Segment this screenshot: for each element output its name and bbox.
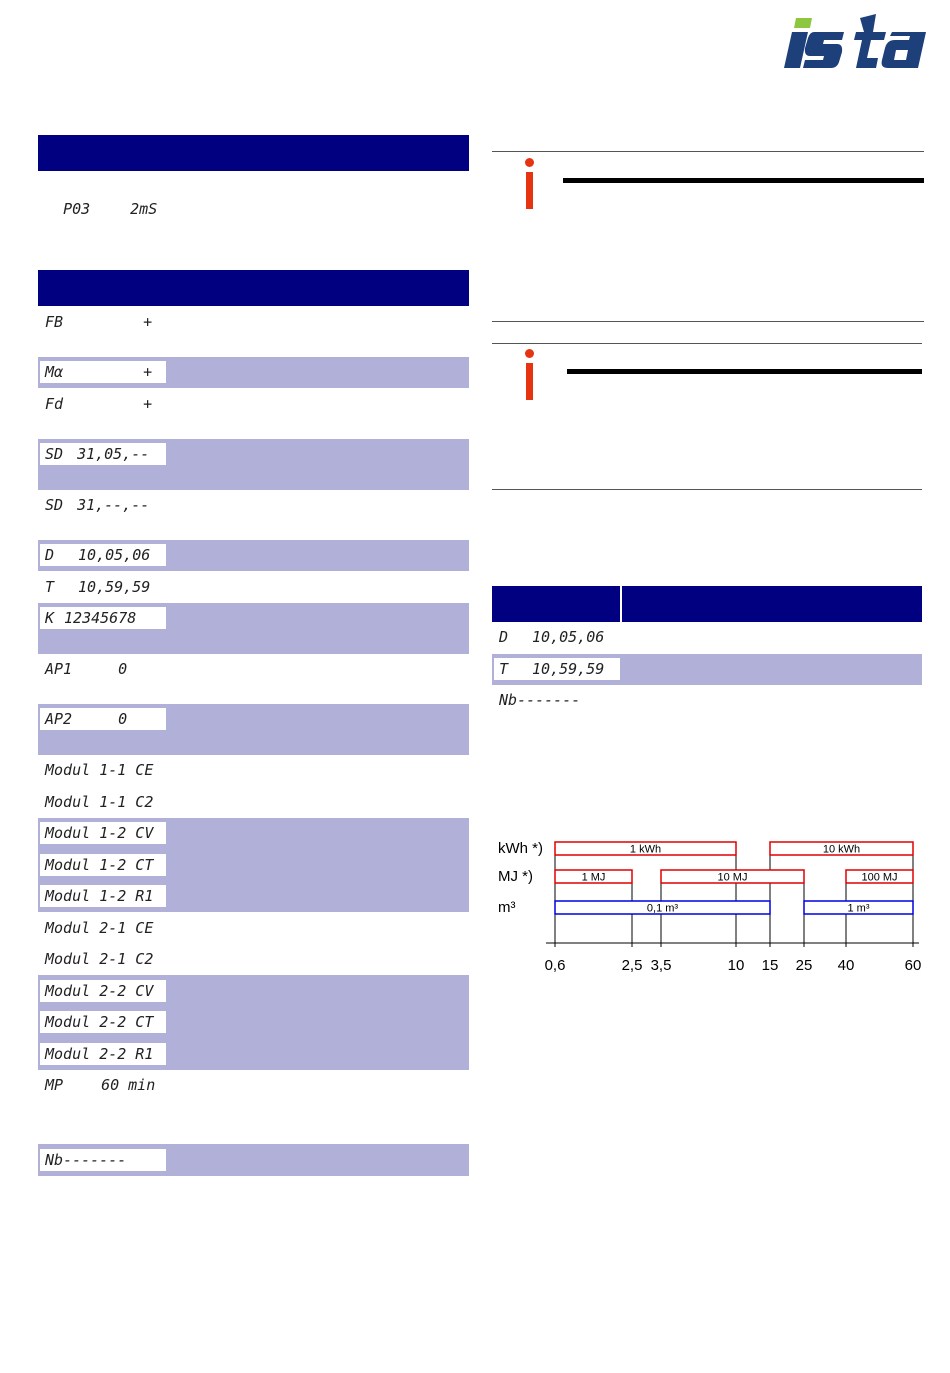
lcd-value: 31,--,-- bbox=[77, 496, 150, 514]
lcd-label: Fd bbox=[45, 395, 64, 413]
lcd-row bbox=[40, 361, 166, 383]
lcd-value: 2-2 R1 bbox=[99, 1045, 154, 1063]
divider bbox=[492, 151, 924, 152]
x-tick-label: 25 bbox=[795, 957, 813, 974]
lcd-value: 10,59,59 bbox=[532, 660, 605, 678]
segment-label: 10 MJ bbox=[717, 871, 748, 884]
row-label: m³ bbox=[498, 899, 516, 916]
segment-label: 10 kWh bbox=[822, 843, 861, 856]
lcd-label: Mα bbox=[45, 363, 64, 381]
lcd-label: T bbox=[499, 660, 509, 678]
note-rule bbox=[563, 178, 924, 183]
lcd-row bbox=[40, 854, 166, 876]
lcd-label: D bbox=[499, 628, 509, 646]
table-header-cell bbox=[622, 586, 922, 622]
segment-label: 1 MJ bbox=[581, 871, 606, 884]
lcd-label: MP bbox=[45, 1076, 64, 1094]
lcd-value: 2-2 CV bbox=[99, 982, 154, 1000]
lcd-row bbox=[40, 1149, 166, 1171]
info-icon bbox=[523, 158, 535, 210]
divider bbox=[492, 343, 922, 344]
lcd-value: + bbox=[143, 313, 153, 331]
lcd-value: ------- bbox=[517, 691, 581, 709]
lcd-row bbox=[40, 311, 166, 333]
lcd-row bbox=[494, 658, 620, 680]
lcd-value: 10,05,06 bbox=[532, 628, 605, 646]
lcd-row bbox=[40, 708, 166, 730]
lcd-label: SD bbox=[45, 496, 64, 514]
lcd-value: 31,05,-- bbox=[77, 445, 150, 463]
lcd-row bbox=[40, 393, 166, 415]
x-tick-label: 2,5 bbox=[621, 957, 643, 974]
lcd-label: P03 bbox=[63, 200, 91, 218]
row-label: MJ *) bbox=[498, 868, 533, 885]
lcd-row bbox=[40, 1043, 166, 1065]
lcd-row bbox=[40, 1011, 166, 1033]
lcd-row bbox=[40, 1074, 166, 1096]
lcd-value: 0 bbox=[118, 710, 128, 728]
x-tick-label: 40 bbox=[837, 957, 855, 974]
ista-logo bbox=[782, 2, 932, 72]
lcd-row bbox=[40, 791, 166, 813]
x-tick-label: 15 bbox=[761, 957, 779, 974]
lcd-row bbox=[494, 626, 620, 648]
x-tick-label: 10 bbox=[727, 957, 745, 974]
segment-label: 1 m³ bbox=[847, 902, 870, 915]
table-header-cell bbox=[492, 586, 620, 622]
lcd-label: FB bbox=[45, 313, 64, 331]
lcd-label: T bbox=[45, 578, 55, 596]
lcd-row bbox=[494, 689, 620, 711]
lcd-row bbox=[40, 658, 166, 680]
info-icon bbox=[523, 349, 535, 401]
lcd-label: Modul bbox=[45, 856, 91, 874]
divider bbox=[492, 321, 924, 322]
lcd-row bbox=[40, 885, 166, 907]
lcd-value: 0 bbox=[118, 660, 128, 678]
segment-label: 0,1 m³ bbox=[646, 902, 679, 915]
lcd-value: ------- bbox=[63, 1151, 127, 1169]
lcd-label: Nb bbox=[45, 1151, 64, 1169]
x-tick-label: 0,6 bbox=[544, 957, 566, 974]
lcd-label: Modul bbox=[45, 887, 91, 905]
lcd-row bbox=[40, 494, 166, 516]
divider bbox=[492, 489, 922, 490]
lcd-label: AP1 bbox=[45, 660, 73, 678]
lcd-value: 1-2 CV bbox=[99, 824, 154, 842]
lcd-row bbox=[40, 822, 166, 844]
lcd-label: AP2 bbox=[45, 710, 73, 728]
segment-label: 100 MJ bbox=[861, 871, 898, 884]
lcd-row bbox=[40, 759, 166, 781]
row-label: kWh *) bbox=[498, 840, 543, 857]
lcd-row bbox=[40, 948, 166, 970]
lcd-label: Modul bbox=[45, 761, 91, 779]
lcd-label: Modul bbox=[45, 982, 91, 1000]
lcd-row bbox=[40, 980, 166, 1002]
lcd-row bbox=[40, 443, 166, 465]
lcd-label: Modul bbox=[45, 1013, 91, 1031]
lcd-value: 1-2 R1 bbox=[99, 887, 154, 905]
section-header-bar bbox=[38, 270, 469, 306]
resolution-range-chart bbox=[494, 832, 924, 982]
section-header-bar bbox=[38, 135, 469, 171]
lcd-label: K bbox=[45, 609, 55, 627]
lcd-value: 12345678 bbox=[64, 609, 137, 627]
lcd-value: 1-1 CE bbox=[99, 761, 154, 779]
lcd-value: 1-2 CT bbox=[99, 856, 154, 874]
lcd-row bbox=[40, 544, 166, 566]
x-tick-label: 3,5 bbox=[650, 957, 672, 974]
lcd-value: 2-2 CT bbox=[99, 1013, 154, 1031]
lcd-label: Modul bbox=[45, 793, 91, 811]
lcd-label: Nb bbox=[499, 691, 518, 709]
lcd-value: + bbox=[143, 363, 153, 381]
lcd-label: Modul bbox=[45, 1045, 91, 1063]
lcd-value: 60 min bbox=[101, 1076, 156, 1094]
lcd-value: 10,05,06 bbox=[78, 546, 151, 564]
lcd-label: Modul bbox=[45, 950, 91, 968]
lcd-value: 2mS bbox=[130, 200, 158, 218]
lcd-row bbox=[40, 607, 166, 629]
lcd-value: 10,59,59 bbox=[78, 578, 151, 596]
lcd-row bbox=[40, 576, 166, 598]
x-tick-label: 60 bbox=[904, 957, 922, 974]
segment-label: 1 kWh bbox=[629, 843, 662, 856]
lcd-value: 2-1 C2 bbox=[99, 950, 154, 968]
lcd-label: Modul bbox=[45, 824, 91, 842]
note-rule bbox=[567, 369, 922, 374]
lcd-value: 2-1 CE bbox=[99, 919, 154, 937]
lcd-row bbox=[40, 917, 166, 939]
lcd-label: Modul bbox=[45, 919, 91, 937]
lcd-row-p03 bbox=[40, 176, 166, 220]
lcd-value: 1-1 C2 bbox=[99, 793, 154, 811]
lcd-label: SD bbox=[45, 445, 64, 463]
lcd-value: + bbox=[143, 395, 153, 413]
lcd-label: D bbox=[45, 546, 55, 564]
